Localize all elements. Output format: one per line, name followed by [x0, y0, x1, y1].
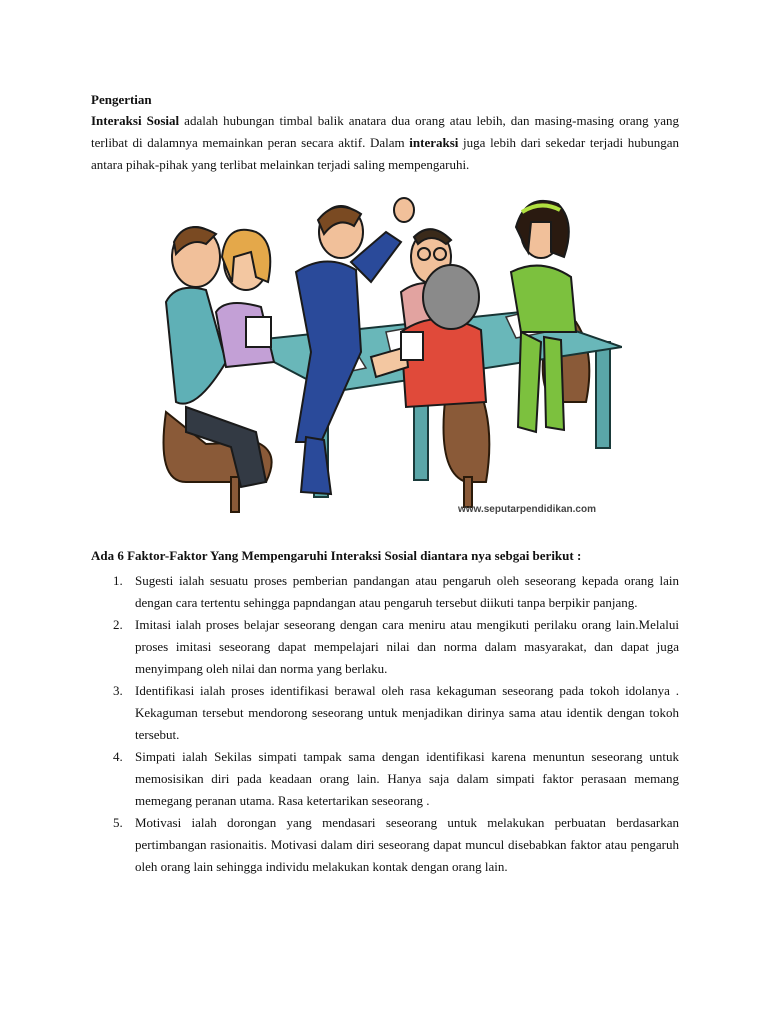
- definition-paragraph: [91, 110, 679, 176]
- list-item: [91, 812, 679, 878]
- list-item-text: Imitasi ialah proses belajar seseorang dengan cara meniru atau mengikuti perilaku orang lain.Melalui proses imitasi seseorang dapat mempelajari nilai dan norma dalam masyarakat, dan dapat juga menyimpang oleh nilai dan norma yang berlaku.: [135, 617, 679, 676]
- list-item-number: 1.: [113, 573, 123, 588]
- image-watermark: www.seputarpendidikan.com: [458, 504, 596, 515]
- person-blonde-woman: [216, 230, 274, 367]
- list-item-number: 4.: [113, 749, 123, 764]
- term-interaksi: interaksi: [409, 135, 459, 150]
- list-item: [91, 680, 679, 746]
- list-item-text: Sugesti ialah sesuatu proses pemberian pandangan atau pengaruh oleh seseorang kepada orang lain dengan cara tertentu sehingga papndangan atau pengaruh tersebut diikuti tanpa berpikir panjang.: [135, 573, 679, 610]
- list-item: [91, 614, 679, 680]
- meeting-illustration: [146, 182, 622, 524]
- list-item-text: Simpati ialah Sekilas simpati tampak sama dengan identifikasi karena menuntun seseorang untuk memosisikan diri pada keadaan orang lain. Hanya saja dalam simpati faktor perasaan memang memegang peranan utama. Rasa ketertarikan seseorang .: [135, 749, 679, 808]
- section-heading: Pengertian: [91, 92, 152, 107]
- list-item-number: 3.: [113, 683, 123, 698]
- term-interaksi-sosial: Interaksi Sosial: [91, 113, 180, 128]
- definition-text-part1: adalah hubungan timbal balik anatara dua orang atau lebih, dan masing-masing orang yang terlibat di dalamnya memainkan peran secara aktif. Dalam: [91, 113, 679, 150]
- list-item-number: 5.: [113, 815, 123, 830]
- list-item: [91, 570, 679, 614]
- list-item-text: Motivasi ialah dorongan yang mendasari seseorang untuk melakukan perbuatan berdasarkan pertimbangan rasionaitis. Motivasi dalam diri seseorang dapat muncul disebabkan faktor atau pengaruh oleh orang lain sehingga individu melakukan kontak dengan orang lain.: [135, 815, 679, 874]
- list-item-number: 2.: [113, 617, 123, 632]
- definition-text-part2: juga lebih dari sekedar terjadi hubungan antara pihak-pihak yang terlibat melainkan terjadi saling mempengaruhi.: [91, 135, 679, 172]
- list-item-text: Identifikasi ialah proses identifikasi berawal oleh rasa kekaguman seseorang pada tokoh idolanya . Kekaguman tersebut mendorong seseorang untuk menjadikan dirinya sama atau identik dengan tokoh tersebut.: [135, 683, 679, 742]
- factors-list: [91, 570, 679, 878]
- factors-title: Ada 6 Faktor-Faktor Yang Mempengaruhi Interaksi Sosial diantara nya sebgai berikut :: [91, 548, 582, 563]
- list-item: [91, 746, 679, 812]
